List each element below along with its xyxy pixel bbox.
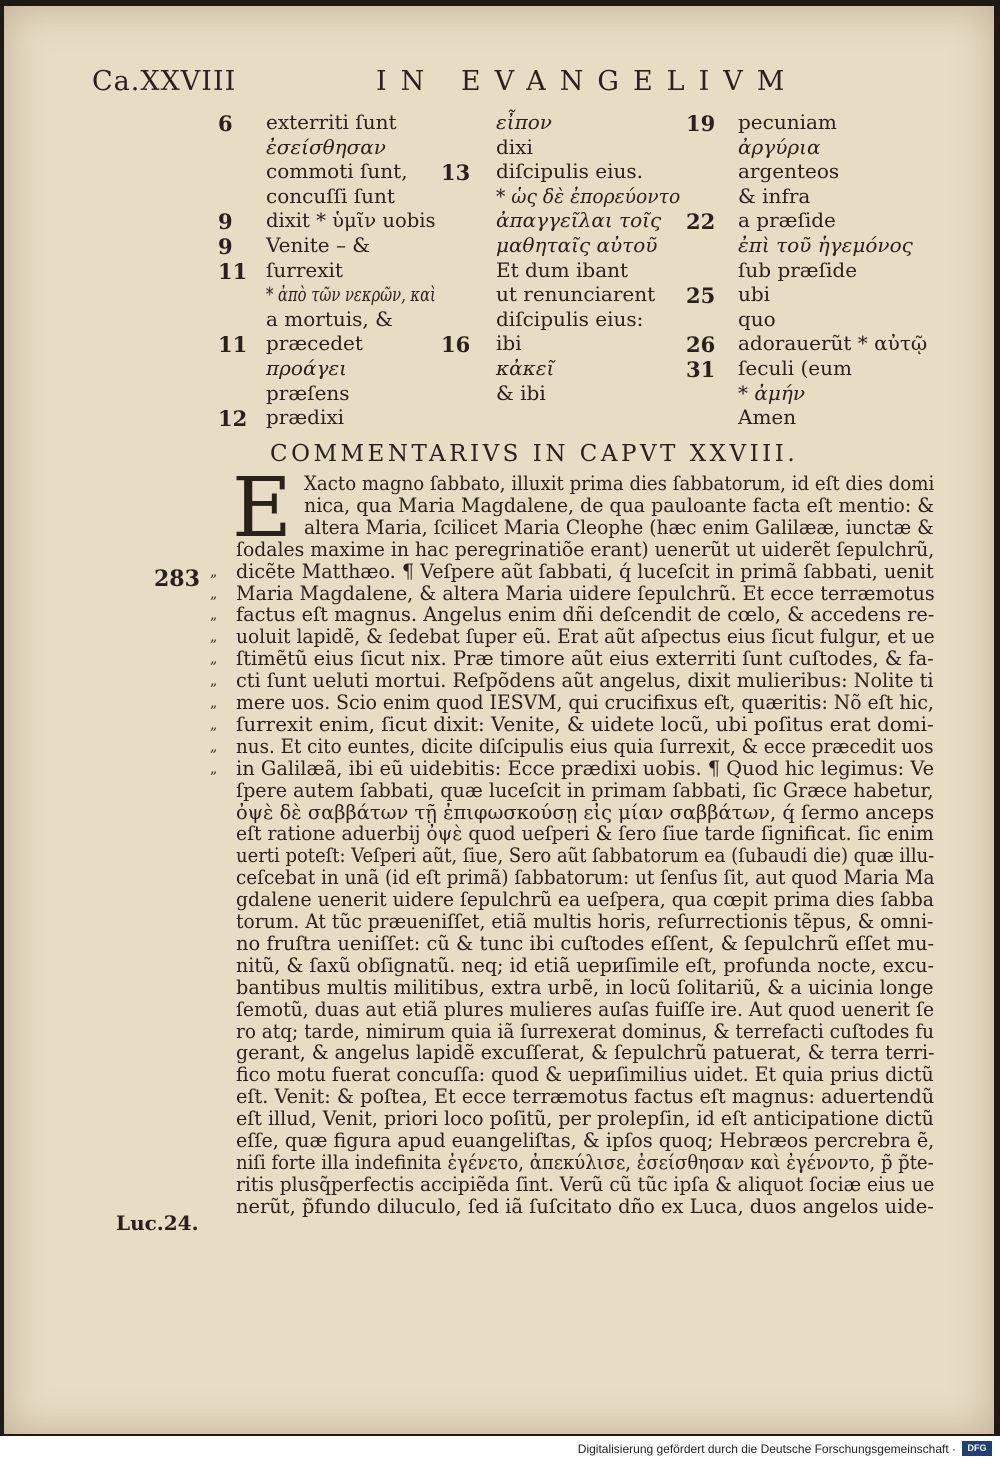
quotation-marker: „ — [210, 738, 218, 755]
note-text: & ibi — [496, 380, 546, 405]
note-text: commoti ſunt, — [266, 159, 408, 184]
commentary-line: niſi forte illa indefinita ἐγένετο, ἀπεκύλισε, ἐσείσθησαν καὶ ἐγένοντο, p̃ p̃te- — [236, 1150, 934, 1174]
dfg-logo: DFG — [962, 1441, 992, 1456]
quotation-marker: „ — [210, 607, 218, 624]
commentary-line: ſtimẽtũ eius ſicut nix. Præ timore aũt eius exterriti ſunt cuſtodes, & fa- — [236, 647, 934, 671]
commentary-line: fico motu fuerat concuſſa: quod & uериſimilius uidet. Et quia prius dictũ — [236, 1063, 934, 1087]
note-verse-number: 11 — [218, 332, 248, 358]
note-text: * ὡς δὲ ἐπορεύοντο — [496, 183, 681, 208]
commentary-line: ὀψὲ δὲ σαββάτων τῇ ἐπιφωσκούσῃ εἰς μίαν σαββάτων, q́ ſermo anceps — [236, 800, 935, 824]
note-text: diſcipulis eius. — [496, 159, 644, 184]
note-text: * ἀπὸ τῶν νεκρῶν, καὶ — [266, 282, 436, 307]
note-text: concuſſi ſunt — [266, 183, 395, 208]
running-head-chapter: Ca.XXVIII — [92, 66, 237, 97]
commentary-line: factus eſt magnus. Angelus enim dñi deſcendit de cœlo, & accedens re- — [236, 603, 935, 627]
commentary-line: eſt. Venit: & poſtea, Et ecce terræmotus factus eſt magnus: aduertendũ — [236, 1085, 935, 1109]
commentary-line: uoluit lapidẽ, & ſedebat ſuper eũ. Erat aũt aſpectus eius ſicut fulgur, et ue — [236, 625, 935, 649]
note-text: Amen — [738, 405, 797, 430]
quotation-marker: „ — [210, 585, 218, 602]
commentary-line: gdalene uenerit uidere ſepulchrũ ea ueſpera, qua cœpit prima dies ſabba — [236, 888, 934, 912]
commentary-line: in Galilæã, ibi eũ uidebitis: Ecce prædixi uobis. ¶ Quod hic legimus: Ve — [236, 756, 935, 780]
quotation-marker: „ — [210, 629, 218, 646]
note-verse-number: 9 — [218, 234, 233, 259]
commentary-line: no fruſtra ueniſſet: cũ & tunc ibi cuſtodes eſſent, & ſepulchrũ eſſet mu- — [236, 931, 935, 955]
commentary-line: ſemotũ, duas aut etiã plures mulieres auſas fuiſſe ire. Aut quod uenerit ſe — [236, 997, 935, 1021]
commentary-line: altera Maria, ſcilicet Maria Cleophe (hæc enim Galilææ, iunctæ & — [304, 515, 934, 539]
note-text: diſcipulis eius: — [496, 306, 644, 331]
note-text: ibi — [496, 331, 522, 356]
commentary-line: ſodales maxime in hac peregrinatiõe erant) uenerũt ut uiderẽt ſepulchrũ, — [236, 537, 935, 561]
note-text: a præſide — [738, 208, 836, 233]
commentary-heading: COMMENTARIVS IN CAPVT XXVIII. — [270, 441, 799, 467]
quotation-marker: „ — [210, 716, 218, 733]
commentary-line: ſpere autem ſabbati, quæ luceſcit in primam ſabbati, ſic Græce habetur, — [236, 778, 934, 802]
note-text: præſens — [266, 380, 350, 405]
commentary-line: ro atq; tarde, nimirum quia iã ſurrexerat dominus, & terrefacti cuſtodes fu — [236, 1019, 934, 1043]
note-verse-number: 6 — [218, 111, 233, 136]
note-text: pecuniam — [738, 110, 837, 134]
digitization-footer — [0, 1436, 1000, 1462]
commentary-line: eſt ratione aduerbij ὀψὲ quod ueſperi & ſero ſiue tarde ſignificat. ſic enim — [236, 822, 934, 846]
commentary-line: bantibus multis militibus, extra urbẽ, in locũ ſolitariũ, & a uicinia longe — [236, 975, 934, 999]
note-text: exterriti ſunt — [266, 110, 397, 134]
note-text: ἀπαγγεῖλαι τοῖς — [496, 208, 662, 233]
commentary-line: ſurrexit enim, ſicut dixit: Venite, & uidete locũ, ubi poſitus erat domi- — [236, 712, 934, 736]
commentary-line: dicẽte Matthæo. ¶ Veſpere aũt ſabbati, q́ luceſcit in primã ſabbati, uenit — [236, 559, 934, 583]
note-text: adorauerũt * αὐτῷ — [738, 331, 928, 356]
note-text: ἐσείσθησαν — [266, 134, 386, 159]
note-text: προάγει — [266, 356, 347, 380]
funding-notice: Digitalisierung gefördert durch die Deutsche Forschungsgemeinschaft · — [577, 1442, 956, 1456]
commentary-line: torum. At tũc præueniſſet, etiã multis horis, reſurrectionis tẽpus, & omni- — [236, 910, 934, 933]
commentary-line: uerti poteſt: Veſperi aũt, ſiue, Sero aũt ſabbatorum ea (ſubaudi die) quæ illu- — [236, 844, 935, 868]
note-verse-number: 11 — [218, 258, 248, 284]
note-text: ſeculi (eum — [738, 356, 852, 380]
commentary-line: eſſe, quæ figura apud euangeliſtas, & ipſos quoq; Hebræos percrebra ẽ, — [236, 1129, 935, 1152]
note-text: a mortuis, & — [266, 306, 393, 331]
commentary-line: eſt illud, Venit, priori loco poſitũ, per prolepſin, id eſt anticipatione dictũ — [236, 1107, 934, 1131]
note-text: prædixi — [266, 405, 345, 430]
note-text: * ἀμήν — [738, 380, 806, 405]
note-text: ubi — [738, 282, 771, 307]
note-text: Et dum ibant — [496, 257, 629, 282]
note-text: ἀργύρια — [738, 134, 821, 159]
note-text: ſurrexit — [266, 257, 343, 282]
note-text: ἐπὶ τοῦ ἡγεμόνος — [738, 233, 913, 257]
note-text: μαθηταῖς αὐτοῦ — [496, 233, 658, 257]
note-text: argenteos — [738, 159, 840, 184]
note-text: Venite – & — [266, 233, 371, 257]
running-head-title: IN EVANGELIVM — [376, 66, 799, 97]
quotation-marker: „ — [210, 673, 218, 690]
quotation-marker: „ — [210, 695, 218, 711]
commentary-line: cti ſunt ueluti mortui. Reſpõdens aũt angelus, dixit mulieribus: Nolite ti — [236, 669, 934, 693]
note-text: ut renunciarent — [496, 282, 656, 307]
note-verse-number: 13 — [441, 160, 471, 186]
note-verse-number: 19 — [686, 111, 716, 136]
commentary-line: gerant, & angelus lapidẽ excuſſerat, & ſepulchrũ patuerat, & terra terri- — [236, 1041, 935, 1065]
quotation-marker: „ — [210, 651, 218, 668]
commentary-line: nica, qua Maria Magdalene, de qua pauloante facta eſt mentio: & — [304, 493, 935, 517]
note-text: quo — [738, 306, 776, 331]
note-text: dixit * ὑμῖν uobis — [266, 208, 436, 233]
note-verse-number: 22 — [686, 209, 716, 235]
margin-reference-number: 283 — [154, 566, 200, 592]
note-verse-number: 12 — [218, 406, 248, 432]
commentary-line: ritis plusq̃perfectis accipiẽda ſint. Verũ cũ tũc ipſa & aliquot ſociæ eius ue — [236, 1172, 935, 1196]
note-text: & infra — [738, 183, 811, 208]
note-verse-number: 31 — [686, 357, 716, 382]
note-text: εἶπον — [496, 110, 552, 134]
commentary-line: nitũ, & ſaxũ obſignatũ. neq; id etiã uериſimile eſt, profunda nocte, excu- — [236, 953, 934, 977]
commentary-line: nus. Et cito euntes, dicite diſcipulis eius quia ſurrexit, & ecce præcedit uos — [236, 734, 934, 758]
commentary-line: nerũt, p̃fundo diluculo, ſed iã ſuſcitato dño ex Luca, duos angelos uide- — [236, 1194, 934, 1218]
note-text: ſub præſide — [738, 257, 858, 282]
commentary-line: Maria Magdalene, & altera Maria uidere ſepulchrũ. Et ecce terræmotus — [236, 581, 935, 605]
commentary-line: mere uos. Scio enim quod IESVM, qui crucifixus eſt, quæritis: Nõ eſt hic, — [236, 691, 934, 714]
note-text: dixi — [496, 134, 533, 159]
margin-reference-luke: Luc.24. — [116, 1211, 199, 1235]
quotation-marker: „ — [210, 760, 218, 777]
drop-cap-initial: E — [232, 461, 292, 556]
note-text: κἀκεῖ — [496, 356, 555, 380]
note-verse-number: 16 — [441, 332, 471, 358]
commentary-line: ceſcebat in unã (id eſt primã) ſabbatorum: ut ſenſus ſit, aut quod Maria Ma — [236, 866, 935, 890]
book-page — [4, 6, 994, 1434]
note-verse-number: 9 — [218, 209, 233, 235]
note-text: præcedet — [266, 331, 363, 356]
quotation-marker: „ — [210, 563, 218, 580]
note-verse-number: 26 — [686, 332, 716, 358]
note-verse-number: 25 — [686, 283, 716, 309]
commentary-line: Xacto magno ſabbato, illuxit prima dies ſabbatorum, id eſt dies domi — [304, 472, 935, 495]
